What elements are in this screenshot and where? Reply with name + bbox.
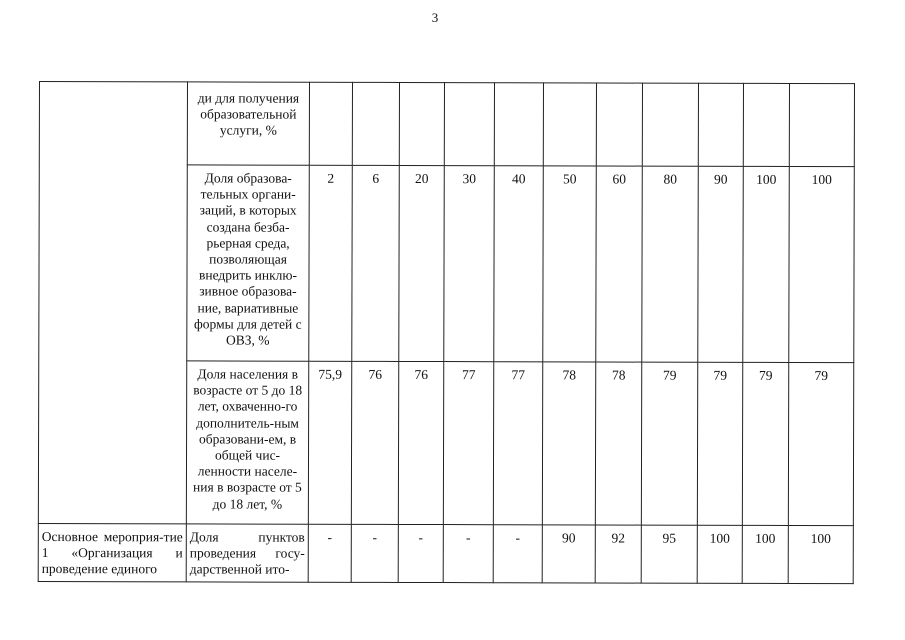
value-cell [352, 82, 399, 165]
value-cell: 100 [742, 525, 788, 583]
value-cell [309, 82, 352, 165]
value-cell: 77 [443, 362, 493, 525]
value-cell: 79 [742, 362, 788, 525]
value-cell: 90 [698, 166, 744, 362]
value-cell [596, 83, 642, 166]
value-cell: 80 [642, 166, 699, 362]
value-cell: 79 [788, 362, 853, 525]
program-indicators-table [38, 81, 855, 584]
value-cell [543, 83, 596, 166]
value-cell: 30 [444, 166, 495, 362]
value-cell: - [398, 524, 443, 582]
value-cell: 2 [309, 165, 353, 361]
table-row [38, 523, 853, 583]
value-cell [789, 83, 854, 166]
value-cell: 79 [697, 362, 742, 525]
value-cell: 78 [542, 362, 595, 525]
value-cell: 78 [595, 362, 641, 525]
activity-cell: Основное мероприя-тие 1 «Организация и проведение единого [38, 523, 186, 581]
value-cell: 77 [493, 362, 542, 525]
value-cell: 40 [494, 166, 544, 362]
value-cell: - [443, 525, 493, 583]
value-cell: - [308, 524, 351, 582]
value-cell: 20 [399, 165, 445, 361]
indicator-cell: Доля пунктов проведения госу-дарственной ито- [186, 524, 308, 582]
value-cell [743, 83, 789, 166]
indicator-cell: Доля населения в возрасте от 5 до 18 лет, охваченно-го дополнитель-ным образовани-ем, в общей чис-ленности населе-ния в возрасте от 5 до 18 лет, % [186, 361, 308, 524]
value-cell: 100 [788, 525, 853, 583]
value-cell: 92 [595, 525, 641, 583]
value-cell: 50 [543, 166, 597, 362]
value-cell: 90 [542, 525, 595, 583]
value-cell: 76 [351, 361, 398, 524]
value-cell [444, 83, 494, 166]
activity-cell-empty [38, 82, 187, 524]
value-cell: 75,9 [308, 361, 351, 524]
page-number: 3 [431, 10, 439, 25]
value-cell [642, 83, 698, 166]
value-cell: 100 [697, 525, 742, 583]
indicator-cell: Доля образова-тельных органи-заций, в которых создана безба-рьерная среда, позволяющая внедрить инклю-зивное образова-ние, вариативные формы для детей с ОВЗ, % [187, 165, 310, 361]
value-cell: 76 [398, 361, 443, 524]
value-cell [698, 83, 743, 166]
value-cell: - [493, 525, 542, 583]
value-cell: 60 [596, 166, 643, 362]
indicator-cell: ди для получения образовательной услуги, % [187, 82, 309, 165]
value-cell [494, 83, 543, 166]
value-cell: 6 [352, 165, 400, 361]
value-cell: 95 [641, 525, 697, 583]
value-cell: - [351, 524, 398, 582]
value-cell: 79 [641, 362, 697, 525]
value-cell: 100 [789, 166, 855, 362]
value-cell: 100 [743, 166, 790, 362]
value-cell [399, 82, 444, 165]
table-row [39, 82, 854, 167]
